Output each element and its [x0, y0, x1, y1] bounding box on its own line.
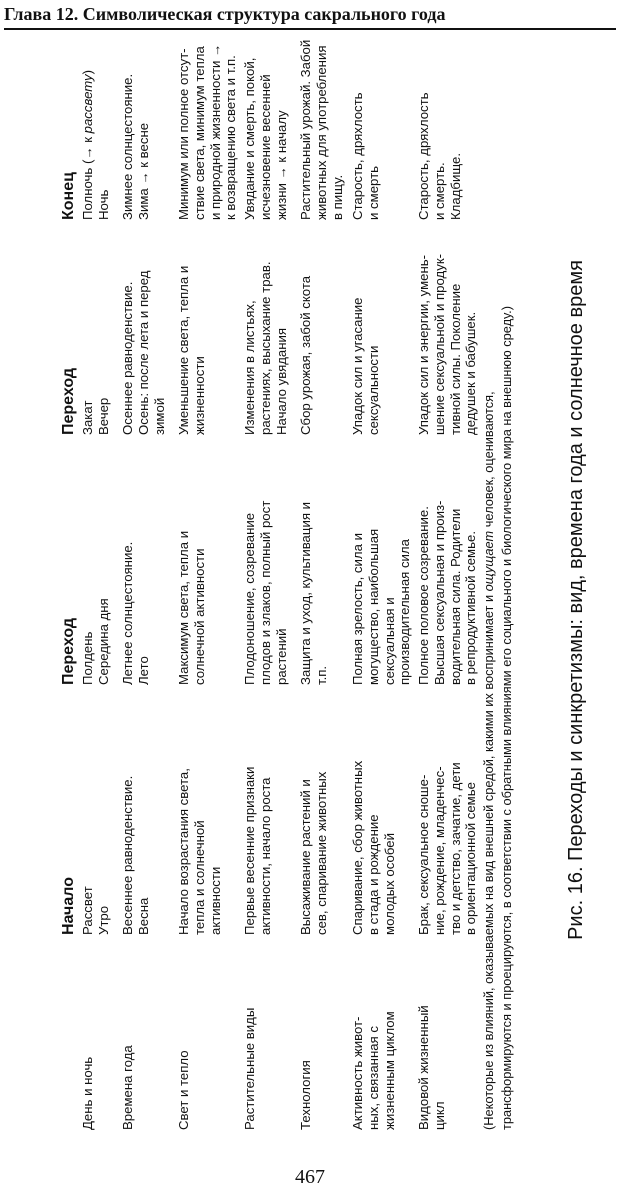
cell-line: сексуальная и	[381, 597, 397, 685]
cell-end-day-night	[80, 70, 112, 220]
cell-end-species-life-cycle	[416, 92, 463, 220]
cell-line: т.п.	[313, 665, 329, 685]
cell-line: Начало возрастания света,	[176, 768, 191, 935]
cell-transition2-species-life-cycle	[416, 254, 479, 435]
cell-line: Спаривание, сбор животных	[350, 760, 365, 935]
label-line: Растительные виды	[242, 1007, 257, 1130]
cell-line: Упадок сил и угасание	[350, 297, 365, 435]
label-line: жизненным циклом	[381, 1011, 397, 1130]
cell-line: Летнее солнцестояние.	[120, 541, 135, 685]
cell-line: жизни → к началу	[273, 110, 289, 220]
cell-end-plant-species	[242, 58, 289, 220]
cell-line: Рассвет	[80, 886, 95, 935]
cell-transition2-light-warmth	[176, 266, 208, 435]
cell-line: Увядание и смерть, покой,	[242, 57, 257, 220]
cell-line	[80, 70, 96, 220]
cell-line: Упадок сил и энергии, умень-	[416, 254, 431, 435]
text-run-italic: рассвету	[80, 74, 95, 134]
text-run: человек, оцениваются,	[481, 391, 496, 531]
cell-line: Вечер	[95, 397, 111, 435]
cell-end-technology	[298, 40, 345, 220]
text-run: )	[80, 70, 95, 75]
cell-line: Зимнее солнцестояние.	[120, 73, 135, 220]
cell-line: активности	[207, 866, 223, 935]
cell-start-light-warmth	[176, 768, 223, 935]
cell-line: Уменьшение света, тепла и	[176, 265, 191, 435]
cell-line: ствие света, минимум тепла	[191, 46, 207, 220]
cell-line: Полное половое созревание.	[416, 506, 431, 685]
cell-line: активности, начало роста	[257, 777, 273, 935]
cell-line: исчезновение весенней	[257, 74, 273, 220]
text-run: (Некоторые из влияний, оказываемых на вид внешней средой, какими их воспринимает и	[481, 591, 496, 1130]
cell-line: тепла и солнечной	[191, 820, 207, 935]
cell-line: Защита и уход, культивация и	[298, 502, 313, 685]
cell-line: в стада и рождение	[365, 814, 381, 935]
row-label-technology	[298, 1060, 314, 1130]
cell-line: дедушек и бабушек.	[463, 311, 479, 435]
cell-start-seasons	[120, 776, 152, 935]
figure-caption: Рис. 16. Переходы и синкретизмы: вид, времена года и солнечное время	[565, 260, 587, 940]
cell-transition2-plant-species	[242, 261, 289, 435]
cell-line: Полдень	[80, 631, 95, 685]
cell-start-species-life-cycle	[416, 762, 479, 935]
row-label-species-life-cycle	[416, 1005, 448, 1130]
cell-line: Середина дня	[95, 598, 111, 685]
cell-line: водительная сила. Родители	[447, 508, 463, 685]
cell-line: солнечной активности	[191, 548, 207, 685]
cell-line: Закат	[80, 400, 95, 435]
cell-line: Изменения в листьях,	[242, 300, 257, 435]
cell-line: молодых особей	[381, 833, 397, 935]
text-run-italic: ощущает	[481, 530, 496, 592]
cell-line: Минимум или полное отсут-	[176, 48, 191, 220]
label-line: ных, связанная с	[365, 1026, 381, 1130]
cell-line: могущество, наибольшая	[365, 528, 381, 685]
label-line: Свет и тепло	[176, 1050, 191, 1130]
cell-transition1-species-life-cycle	[416, 501, 479, 685]
label-line: Активность живот-	[350, 1016, 365, 1130]
cell-line: Зима → к весне	[135, 122, 151, 220]
figure-note	[480, 60, 516, 1130]
cell-line: Начало увядания	[273, 327, 289, 435]
cell-transition1-day-night	[80, 598, 112, 685]
cell-line: Лето	[135, 656, 151, 685]
cell-line: Максимум света, тепла и	[176, 530, 191, 685]
cell-line: сексуальности	[365, 345, 381, 435]
note-line	[480, 60, 498, 1130]
cell-end-light-warmth	[176, 44, 239, 220]
cell-line: Высаживание растений и	[298, 779, 313, 935]
cell-line: Плодоношение, созревание	[242, 512, 257, 685]
cell-line: Весеннее равноденствие.	[120, 775, 135, 935]
cell-transition2-technology	[298, 276, 314, 435]
cell-line: Первые весенние признаки	[242, 766, 257, 935]
row-label-animal-activity	[350, 1011, 397, 1130]
cell-line: производительная сила	[397, 539, 413, 685]
row-label-light-warmth	[176, 1050, 192, 1130]
text-run: Полночь (→ к	[80, 133, 95, 220]
cell-line: и смерть	[365, 166, 381, 220]
cell-start-animal-activity	[350, 761, 397, 935]
cell-transition2-seasons	[120, 271, 167, 436]
cell-line: Ночь	[95, 189, 111, 220]
cell-line: растениях, высыхание трав.	[257, 261, 273, 435]
label-line: Времена года	[120, 1045, 135, 1130]
cell-line: Брак, сексуальное сноше-	[416, 774, 431, 935]
cell-line: в ориентационной семье	[463, 782, 479, 935]
cell-line: Осень: после лета и перед	[135, 270, 151, 435]
cell-start-plant-species	[242, 767, 274, 935]
running-head: Глава 12. Символическая структура сакрального года	[4, 4, 446, 24]
label-line: Видовой жизненный	[416, 1005, 431, 1130]
cell-line: шение сексуальной и продук-	[431, 254, 447, 435]
cell-line: Весна	[135, 897, 151, 935]
cell-line: Осеннее равноденствие.	[120, 281, 135, 435]
row-label-seasons	[120, 1045, 136, 1130]
cell-start-technology	[298, 772, 330, 935]
cell-line: и природной жизненности →	[207, 43, 223, 220]
cell-line: тво и детство, зачатие, дети	[447, 762, 463, 935]
cell-line: Старость, дряхлость	[416, 92, 431, 220]
column-head-end: Конец	[60, 172, 77, 220]
column-head-start: Начало	[60, 877, 77, 935]
row-label-plant-species	[242, 1008, 258, 1130]
cell-line: Полная зрелость, сила и	[350, 533, 365, 685]
cell-transition1-plant-species	[242, 501, 289, 685]
cell-transition2-animal-activity	[350, 298, 382, 435]
label-line: цикл	[431, 1101, 447, 1130]
cell-line: плодов и злаков, полный рост	[257, 500, 273, 685]
cell-transition2-day-night	[80, 398, 112, 435]
header-rule	[4, 28, 616, 30]
note-line: трансформируются и проецируются, в соответствии с обратными влияниями его социального и биологического мира на внешнюю среду.)	[499, 306, 514, 1130]
cell-line: жизненности	[191, 356, 207, 435]
cell-line: и смерть.	[431, 162, 447, 220]
cell-line: Старость, дряхлость	[350, 92, 365, 220]
cell-line: тивной силы. Поколение	[447, 283, 463, 435]
cell-line: в пищу.	[329, 174, 345, 220]
cell-line: к возвращению света и т.п.	[223, 55, 239, 220]
cell-line: Кладбище.	[447, 152, 463, 220]
cell-line: сев, спаривание животных	[313, 771, 329, 935]
label-line: День и ночь	[80, 1056, 95, 1130]
cell-line: Растительный урожай. Забой	[298, 39, 313, 220]
rotated-figure	[40, 39, 600, 1130]
cell-start-day-night	[80, 886, 112, 935]
cell-line: в репродуктивной семье.	[463, 531, 479, 685]
cell-line: растений	[273, 628, 289, 685]
row-label-day-night	[80, 1057, 96, 1130]
page-number: 467	[295, 1166, 325, 1188]
cell-transition1-animal-activity	[350, 529, 413, 685]
cell-end-animal-activity	[350, 92, 382, 220]
cell-transition1-seasons	[120, 542, 152, 685]
cell-line: Высшая сексуальная и произ-	[431, 500, 447, 685]
column-head-transition-1: Переход	[60, 617, 77, 685]
cell-line: Сбор урожая, забой скота	[298, 275, 313, 435]
cell-transition1-light-warmth	[176, 531, 208, 685]
cell-line: Утро	[95, 905, 111, 935]
label-line: Технология	[298, 1060, 313, 1130]
cell-line: зимой	[151, 397, 167, 435]
cell-line: животных для употребления	[313, 45, 329, 220]
cell-transition1-technology	[298, 502, 330, 685]
cell-line: ние, рождение, младенчес-	[431, 766, 447, 935]
cell-end-seasons	[120, 74, 152, 220]
column-head-transition-2: Переход	[60, 367, 77, 435]
